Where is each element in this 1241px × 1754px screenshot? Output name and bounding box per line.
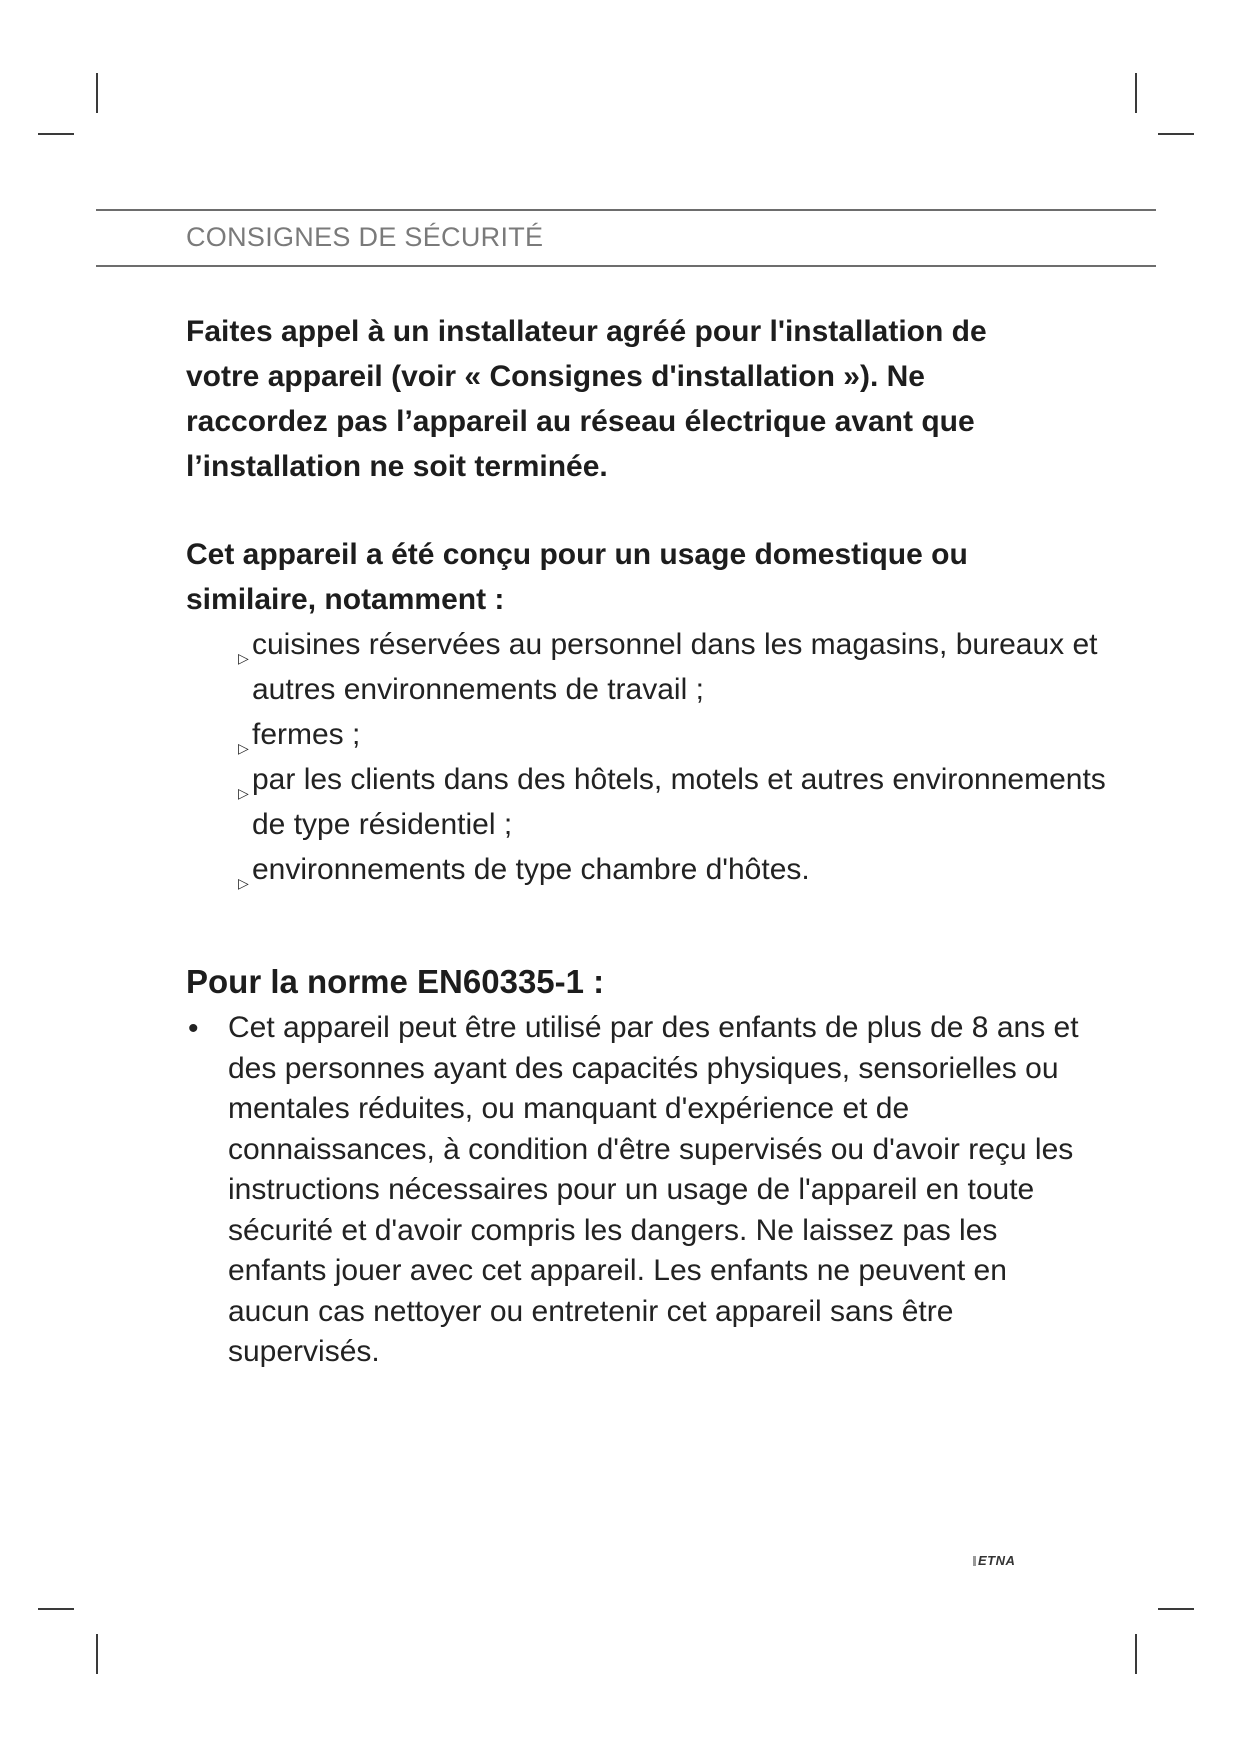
list-item: ▷ par les clients dans des hôtels, motels et autres environnements de type résidentiel ; bbox=[238, 763, 1106, 841]
bullet-dot-icon: • bbox=[188, 1012, 199, 1045]
logo-mark-icon bbox=[973, 1556, 976, 1566]
header-bottom-rule bbox=[96, 265, 1156, 267]
triangle-bullet-icon: ▷ bbox=[238, 650, 249, 666]
crop-mark-bottom-right-h bbox=[1158, 1608, 1194, 1610]
list-item: ▷ environnements de type chambre d'hôtes. bbox=[238, 847, 1118, 892]
brand-logo: ETNA bbox=[973, 1553, 1015, 1568]
crop-mark-bottom-right bbox=[1135, 1634, 1137, 1674]
crop-mark-top-right-h bbox=[1158, 133, 1194, 135]
crop-mark-top-right bbox=[1135, 73, 1137, 113]
installer-paragraph: Faites appel à un installateur agréé pour l'installation de votre appareil (voir « Consignes d'installation »). Ne raccordez pas l’appareil au réseau électrique avant que l’installation ne soit terminée. bbox=[186, 315, 987, 483]
triangle-bullet-icon: ▷ bbox=[238, 740, 249, 756]
header-top-rule bbox=[96, 209, 1156, 211]
usage-intro: Cet appareil a été conçu pour un usage domestique ou similaire, notamment : bbox=[186, 538, 968, 616]
norm-heading: Pour la norme EN60335-1 : bbox=[186, 963, 605, 1000]
triangle-bullet-icon: ▷ bbox=[238, 875, 249, 891]
crop-mark-bottom-left-h bbox=[38, 1608, 74, 1610]
norm-bullet-text: Cet appareil peut être utilisé par des enfants de plus de 8 ans et des personnes ayant des capacités physiques, sensorielles ou mentales réduites, ou manquant d'expérience et de connaissances, à condition d'être supervisés ou d'avoir reçu les instructions nécessaires pour un usage de l'appareil en toute sécurité et d'avoir compris les dangers. Ne laissez pas les enfants jouer avec cet appareil. Les enfants ne peuvent en aucun cas nettoyer ou entretenir cet appareil sans être supervisés. bbox=[228, 1011, 1079, 1368]
section-title: CONSIGNES DE SÉCURITÉ bbox=[186, 222, 544, 252]
list-item: ▷ cuisines réservées au personnel dans les magasins, bureaux et autres environnements de travail ; bbox=[238, 628, 1098, 706]
crop-mark-top-left bbox=[96, 73, 98, 113]
list-item: ▷ fermes ; bbox=[238, 712, 1118, 757]
triangle-bullet-icon: ▷ bbox=[238, 785, 249, 801]
usage-list bbox=[238, 622, 1118, 892]
crop-mark-top-left-h bbox=[38, 133, 74, 135]
crop-mark-bottom-left bbox=[96, 1634, 98, 1674]
